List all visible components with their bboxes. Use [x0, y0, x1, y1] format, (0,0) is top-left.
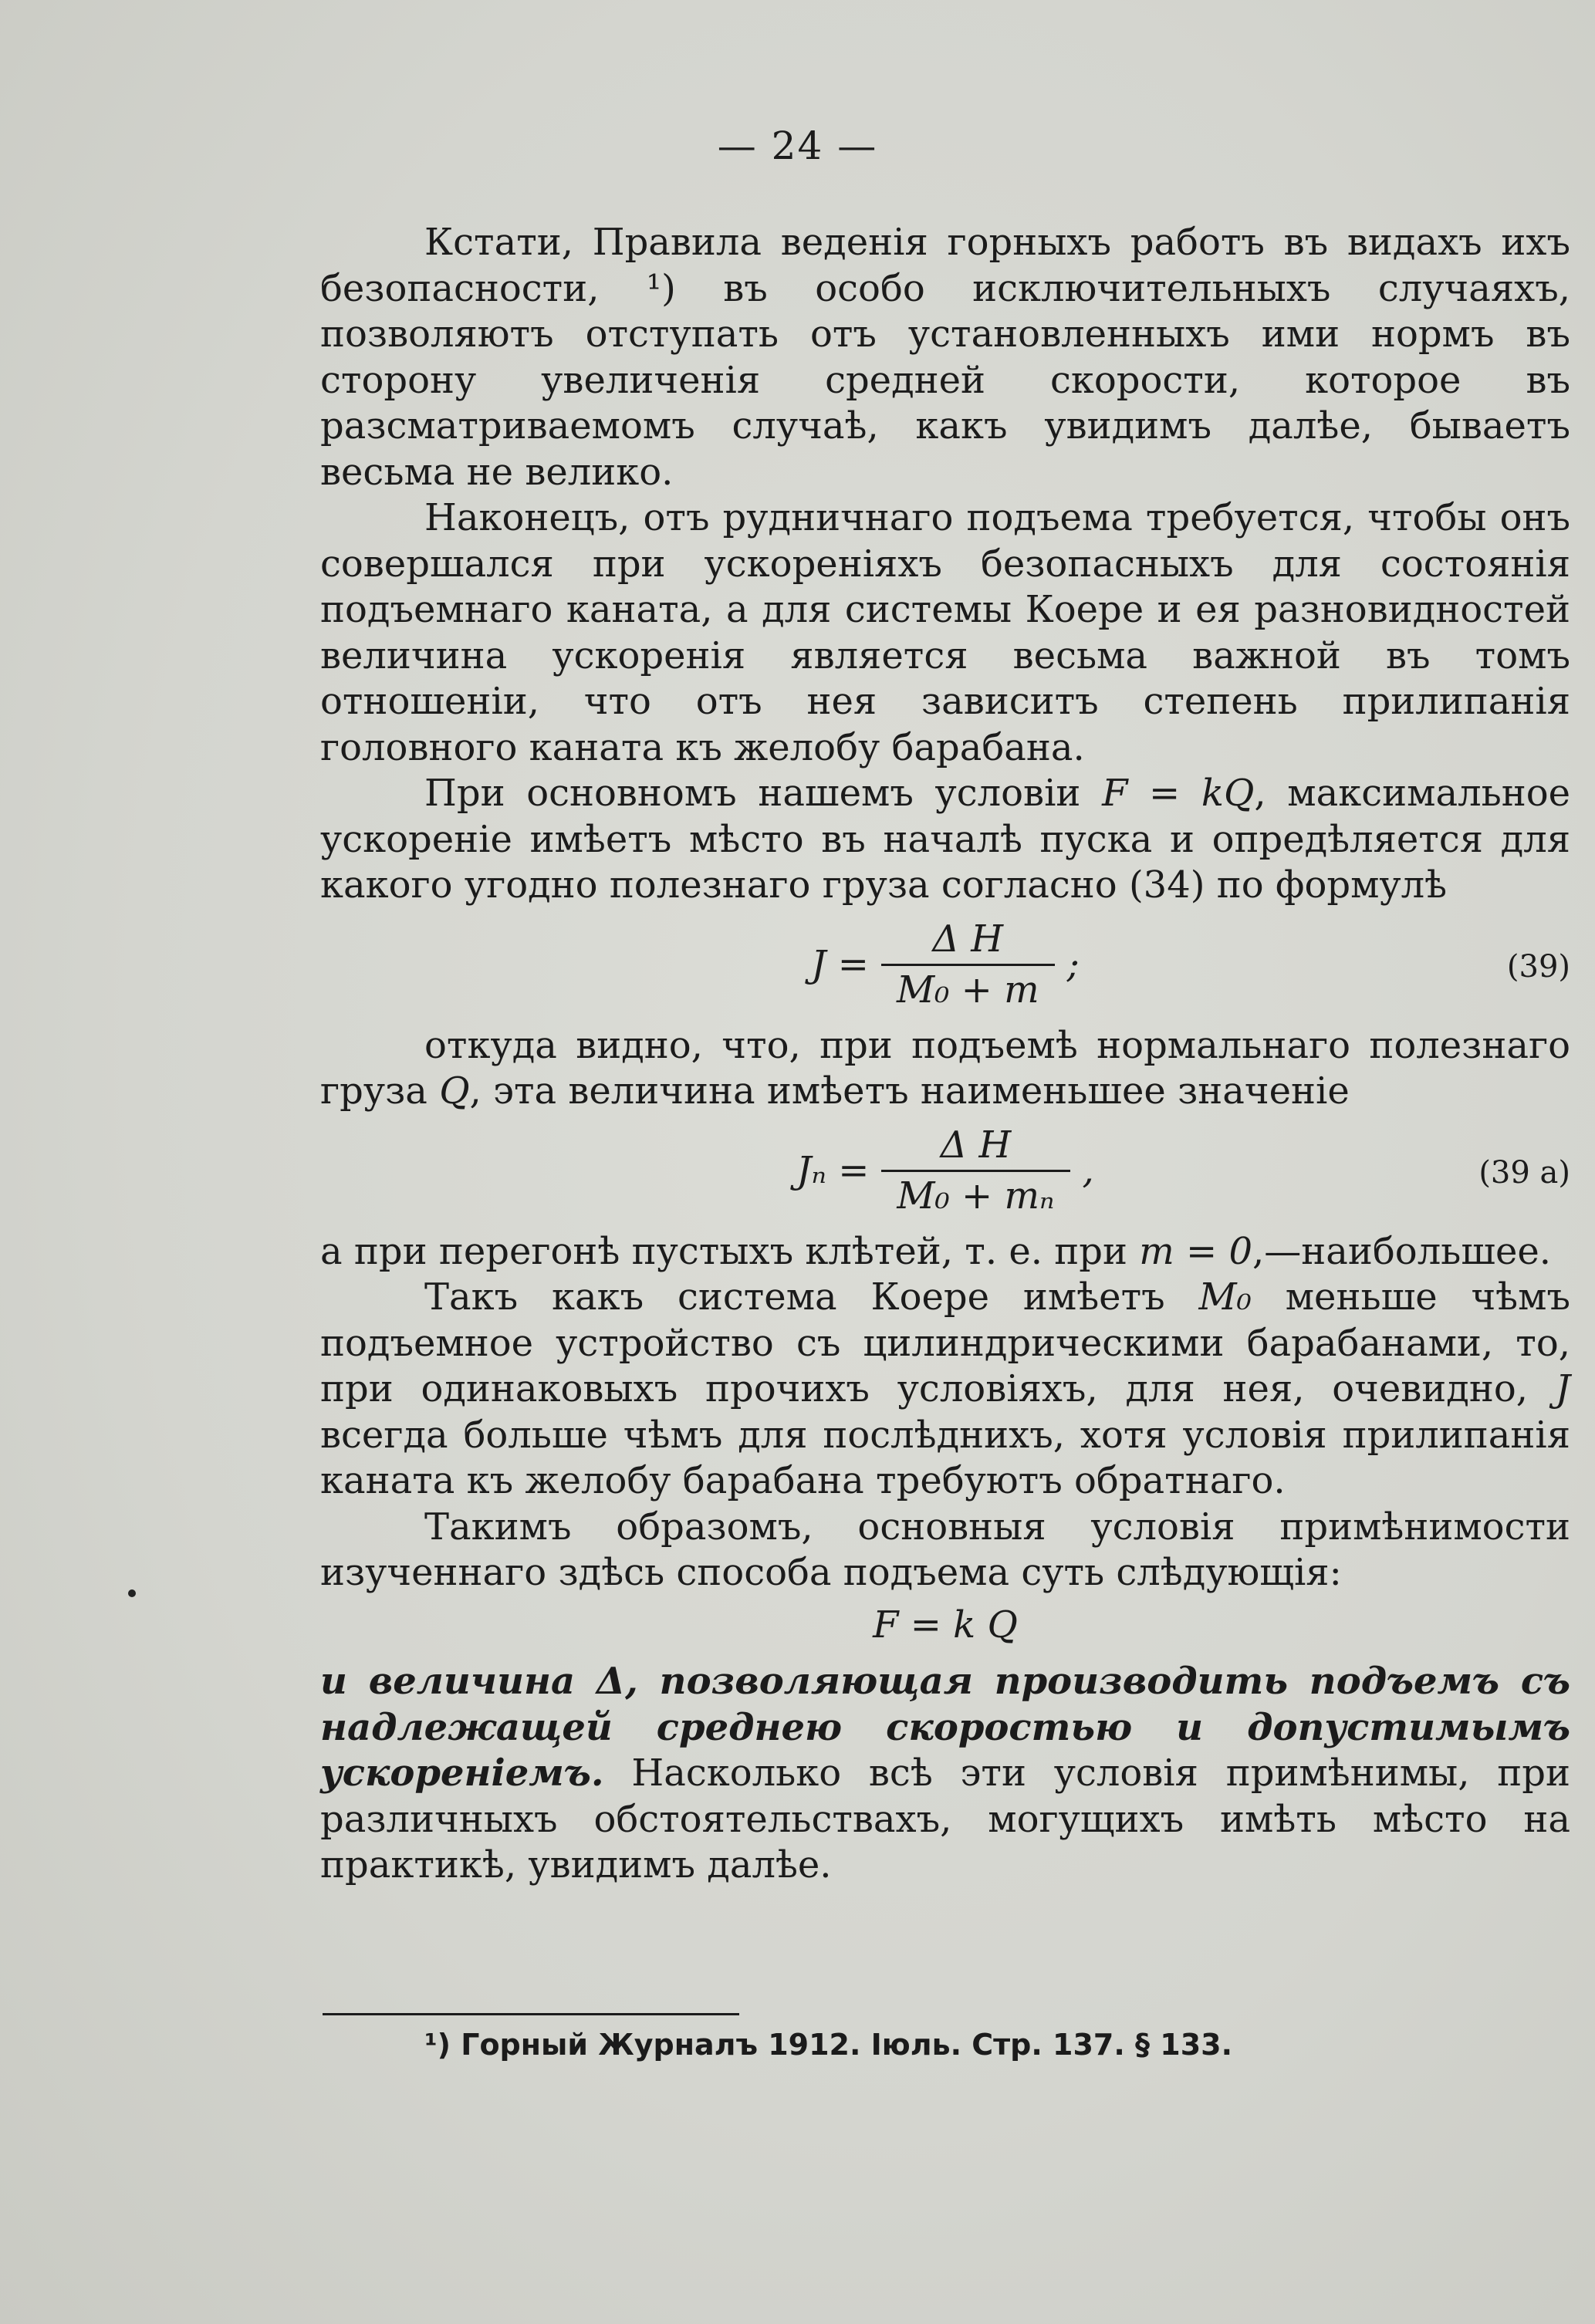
paragraph-3-text-b: , максимальное ускореніе имѣетъ мѣсто въ началѣ пуска и опредѣляется для какого угодно полезнаго груза согласно (34) по формулѣ [320, 772, 1570, 907]
paragraph-4 [320, 1023, 1570, 1115]
eq39a-label: (39 а) [1478, 1154, 1570, 1191]
eq39-label: (39) [1506, 948, 1570, 985]
paragraph-4-text-b: , эта величина имѣетъ наименьшее значеніе [469, 1069, 1350, 1113]
equation-f-kq: F = k Q [873, 1603, 1018, 1647]
paragraph-6-text-b: меньше чѣмъ подъемное устройство съ цилиндрическими барабанами, то, при одинаковыхъ прочихъ условіяхъ, для нея, очевидно, [320, 1275, 1570, 1410]
page-number: — 24 — [717, 123, 878, 168]
eq39-numerator: Δ H [932, 917, 1004, 961]
paragraph-6-text-a: Такъ какъ система Коере имѣетъ [424, 1275, 1165, 1319]
eq39a-denominator: M₀ + mₙ [881, 1170, 1070, 1220]
eq39-denominator: M₀ + m [881, 964, 1055, 1014]
inline-math-q: Q [439, 1069, 470, 1113]
paragraph-4-text-a: откуда видно, что, при подъемѣ нормальнаго полезнаго груза [320, 1023, 1570, 1113]
paragraph-2: Наконецъ, отъ рудничнаго подъема требуется, чтобы онъ совершался при ускореніяхъ безопасныхъ для состоянія подъемнаго каната, а для системы Коере и ея разновидностей величина ускоренія является весьма важной въ томъ отношеніи, что отъ нея зависитъ степень прилипанія головного каната къ желобу барабана. [320, 496, 1570, 769]
paragraph-3 [320, 771, 1570, 909]
paragraph-5-text-b: ,—наибольшее. [1252, 1229, 1552, 1273]
footnote: ¹) Горный Журналъ 1912. Іюль. Стр. 137. § 133. [424, 2028, 1233, 2062]
eq39a-tail: , [1082, 1148, 1094, 1192]
equation-39 [320, 917, 1570, 1015]
paragraph-8 [320, 1659, 1570, 1889]
paragraph-6-text-c: всегда больше чѣмъ для послѣднихъ, хотя условія прилипанія каната къ желобу барабана требуютъ обратнаго. [320, 1413, 1570, 1502]
eq39-fraction [881, 917, 1055, 1014]
paragraph-7: Такимъ образомъ, основныя условія примѣнимости изученнаго здѣсь способа подъема суть слѣдующія: [320, 1505, 1570, 1594]
inline-math-m-zero: m = 0 [1139, 1229, 1253, 1273]
footnote-rule [323, 2013, 739, 2015]
eq39a-numerator: Δ H [940, 1123, 1012, 1167]
inline-math-j: J [1555, 1367, 1570, 1410]
eq39-lhs: J = [811, 942, 869, 986]
eq39a-lhs: Jₙ = [796, 1148, 870, 1192]
eq39a-fraction [881, 1123, 1070, 1220]
equation-39a [320, 1123, 1570, 1221]
ink-speck [128, 1589, 136, 1597]
paragraph-8-italic: и величина Δ, позволяющая производить подъемъ съ надлежащей среднею скоростью и допустимымъ ускореніемъ. [320, 1660, 1570, 1795]
paragraph-6 [320, 1275, 1570, 1505]
paragraph-5 [320, 1229, 1570, 1275]
inline-math-m0: M₀ [1198, 1275, 1252, 1319]
body-text [320, 220, 1570, 1889]
paragraph-5-text-a: а при перегонѣ пустыхъ клѣтей, т. е. при [320, 1229, 1127, 1273]
paragraph-3-text-a: При основномъ нашемъ условіи [424, 772, 1081, 815]
inline-math-f-kq: F = kQ [1102, 772, 1255, 815]
paragraph-1: Кстати, Правила веденія горныхъ работъ въ видахъ ихъ безопасности, ¹) въ особо исключительныхъ случаяхъ, позволяютъ отступать отъ установленныхъ ими нормъ въ сторону увеличенія средней скорости, которое въ разсматриваемомъ случаѣ, какъ увидимъ далѣе, бываетъ весьма не велико. [320, 221, 1570, 494]
eq39-tail: ; [1066, 942, 1080, 986]
paragraph-8-text-b: Насколько всѣ эти условія примѣнимы, при различныхъ обстоятельствахъ, могущихъ имѣть мѣсто на практикѣ, увидимъ далѣе. [320, 1751, 1570, 1887]
